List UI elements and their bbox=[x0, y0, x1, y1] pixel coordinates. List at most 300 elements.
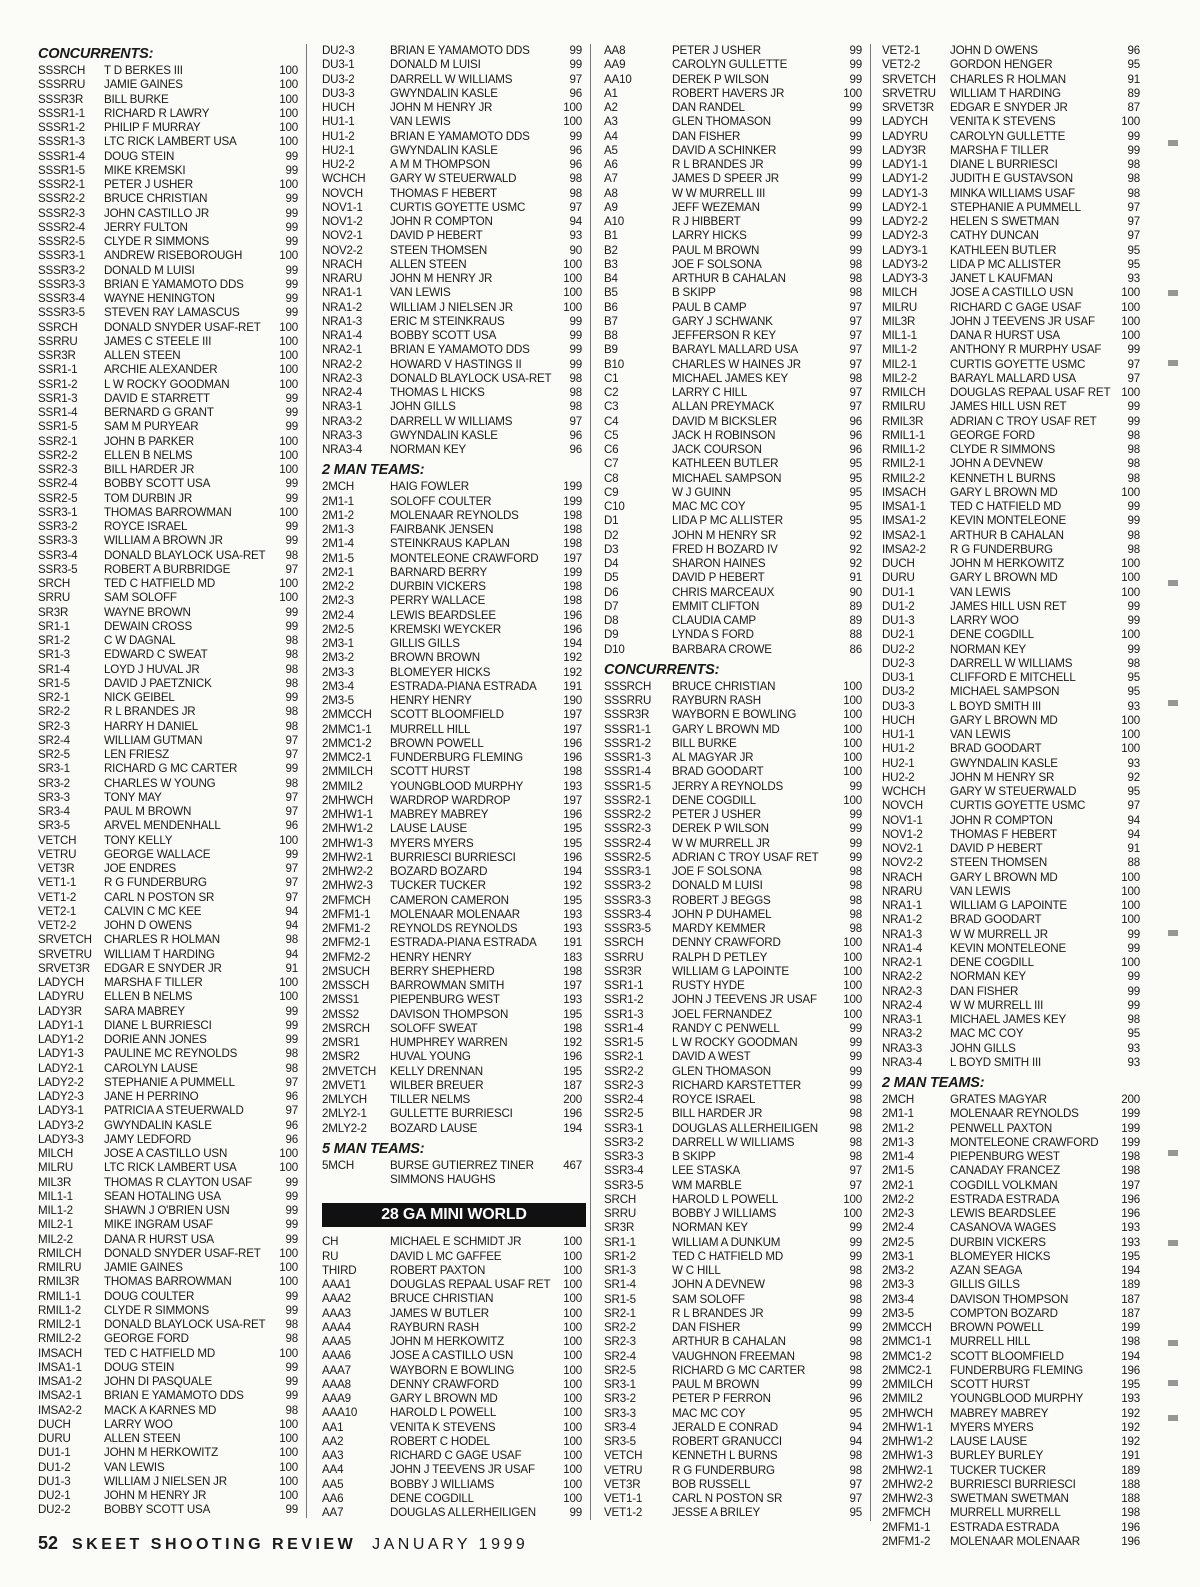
event-code: SR1-5 bbox=[38, 676, 70, 690]
score: 100 bbox=[279, 833, 298, 847]
shooter-name: WILBER BREUER bbox=[390, 1078, 484, 1092]
score: 99 bbox=[285, 292, 298, 305]
score: 100 bbox=[279, 377, 298, 391]
score: 98 bbox=[1127, 656, 1140, 670]
shooter-name: RICHARD C GAGE USAF bbox=[950, 300, 1082, 314]
result-row bbox=[38, 677, 306, 691]
score: 94 bbox=[849, 1420, 862, 1434]
result-row bbox=[604, 1050, 870, 1064]
result-row bbox=[882, 158, 1144, 172]
shooter-name: WILLIAM G LAPOINTE bbox=[950, 899, 1067, 912]
result-row bbox=[38, 150, 306, 164]
result-row bbox=[322, 258, 590, 272]
shooter-name: CAMERON CAMERON bbox=[390, 893, 509, 907]
result-row bbox=[882, 899, 1144, 913]
shooter-name: JOHN J TEEVENS JR USAF bbox=[390, 1463, 535, 1477]
result-row bbox=[322, 1364, 590, 1378]
shooter-name: MICHAEL E SCHMIDT JR bbox=[390, 1235, 522, 1249]
shooter-name: THOMAS BARROWMAN bbox=[104, 1275, 232, 1289]
event-code: SSR3R bbox=[604, 964, 642, 978]
score: 100 bbox=[563, 1406, 582, 1420]
result-row bbox=[604, 372, 870, 386]
score: 189 bbox=[1121, 1463, 1140, 1477]
shooter-name: ELLEN B NELMS bbox=[104, 990, 193, 1004]
result-row bbox=[604, 215, 870, 229]
result-row bbox=[604, 1321, 870, 1335]
result-row bbox=[604, 586, 870, 600]
result-row bbox=[38, 1176, 306, 1190]
event-code: AAA6 bbox=[322, 1349, 351, 1363]
shooter-name: GARY W STEUERWALD bbox=[390, 172, 517, 186]
score: 195 bbox=[563, 1007, 582, 1021]
shooter-name: CARL N POSTON SR bbox=[672, 1492, 783, 1505]
score: 100 bbox=[1121, 286, 1140, 300]
score: 97 bbox=[849, 386, 862, 399]
result-row bbox=[882, 514, 1144, 528]
shooter-name: PIEPENBURG WEST bbox=[390, 993, 500, 1007]
event-code: 2M1-4 bbox=[322, 537, 354, 551]
result-row bbox=[38, 221, 306, 235]
event-code: NRA1-3 bbox=[322, 314, 363, 328]
shooter-name: WAYNE BROWN bbox=[104, 605, 191, 619]
result-row bbox=[38, 435, 306, 449]
result-row bbox=[882, 1193, 1144, 1207]
result-row bbox=[604, 457, 870, 471]
result-row bbox=[322, 1378, 590, 1392]
score: 88 bbox=[849, 628, 862, 642]
event-code: SSR1-1 bbox=[604, 979, 644, 992]
result-row bbox=[604, 951, 870, 965]
shooter-name: SCOTT HURST bbox=[950, 1378, 1031, 1391]
result-row bbox=[882, 1321, 1144, 1335]
score: 100 bbox=[1121, 742, 1140, 756]
event-code: HUCH bbox=[322, 101, 355, 114]
shooter-name: BRAD GOODART bbox=[672, 765, 764, 779]
shooter-name: RICHARD R LAWRY bbox=[104, 106, 210, 120]
score: 93 bbox=[569, 229, 582, 243]
score: 98 bbox=[849, 893, 862, 907]
event-code: DU3-2 bbox=[882, 685, 915, 699]
result-row bbox=[38, 891, 306, 905]
score: 100 bbox=[1121, 899, 1140, 912]
score: 98 bbox=[849, 1107, 862, 1121]
event-code: SR3R bbox=[38, 605, 69, 619]
score: 99 bbox=[569, 357, 582, 371]
shooter-name: ROBERT A BURBRIDGE bbox=[104, 562, 231, 576]
event-code: 2MFMCH bbox=[322, 893, 371, 907]
event-code: VETRU bbox=[604, 1463, 643, 1477]
event-code: LADY2-3 bbox=[882, 229, 928, 243]
score: 99 bbox=[285, 1375, 298, 1388]
score: 100 bbox=[279, 505, 298, 519]
result-row bbox=[882, 429, 1144, 443]
result-row bbox=[604, 1350, 870, 1364]
event-code: NRA1-4 bbox=[322, 329, 363, 342]
shooter-name: R L BRANDES JR bbox=[104, 705, 196, 719]
result-row bbox=[882, 1150, 1144, 1164]
score: 196 bbox=[1121, 1520, 1140, 1534]
shooter-name: GEORGE FORD bbox=[104, 1332, 189, 1346]
event-code: SSSR3R bbox=[604, 708, 650, 722]
score: 99 bbox=[285, 1189, 298, 1203]
shooter-name: WAYNE HENINGTON bbox=[104, 292, 215, 305]
shooter-name: STEPHANIE A PUMMELL bbox=[104, 1075, 235, 1089]
shooter-name: W W MURRELL JR bbox=[950, 927, 1048, 941]
score: 198 bbox=[563, 964, 582, 978]
score: 196 bbox=[563, 751, 582, 764]
result-row bbox=[604, 87, 870, 101]
shooter-name: NORMAN KEY bbox=[950, 642, 1026, 656]
result-row bbox=[604, 1207, 870, 1221]
result-row bbox=[322, 537, 590, 551]
shooter-name: EDGAR E SNYDER JR bbox=[104, 961, 222, 975]
shooter-name: JOHN A DEVNEW bbox=[672, 1278, 765, 1292]
shooter-name: W W MURRELL III bbox=[672, 186, 766, 200]
shooter-name: ERIC M STEINKRAUS bbox=[390, 314, 505, 328]
shooter-name: BARBARA CROWE bbox=[672, 642, 772, 656]
result-row bbox=[604, 708, 870, 722]
result-row bbox=[604, 1079, 870, 1093]
event-code: NOVCH bbox=[882, 799, 923, 813]
shooter-name: ALLAN PREYMACK bbox=[672, 400, 775, 414]
result-row bbox=[882, 628, 1144, 642]
shooter-name: DAN FISHER bbox=[672, 1321, 741, 1334]
result-row bbox=[604, 244, 870, 258]
result-row bbox=[38, 78, 306, 92]
score: 100 bbox=[279, 1474, 298, 1488]
result-row bbox=[882, 215, 1144, 229]
shooter-name: GARY L BROWN MD bbox=[390, 1392, 498, 1405]
result-row bbox=[882, 1335, 1144, 1349]
score: 96 bbox=[285, 1132, 298, 1146]
score: 99 bbox=[849, 850, 862, 864]
score: 193 bbox=[563, 993, 582, 1007]
score: 100 bbox=[563, 115, 582, 129]
score: 100 bbox=[563, 1377, 582, 1391]
shooter-name: JAMY LEDFORD bbox=[104, 1132, 191, 1146]
score: 189 bbox=[1121, 1278, 1140, 1292]
shooter-name: BRUCE CHRISTIAN bbox=[390, 1292, 494, 1306]
score: 100 bbox=[843, 1007, 862, 1021]
shooter-name: LTC RICK LAMBERT USA bbox=[104, 135, 237, 149]
event-code: SSR1-5 bbox=[604, 1036, 644, 1049]
score: 100 bbox=[279, 135, 298, 149]
event-code: SSSR1-4 bbox=[38, 149, 85, 163]
shooter-name: DENNY CRAWFORD bbox=[672, 936, 781, 950]
result-row bbox=[604, 1164, 870, 1178]
score: 99 bbox=[1127, 500, 1140, 513]
result-row bbox=[322, 1022, 590, 1036]
shooter-name: JOE ENDRES bbox=[104, 862, 177, 875]
shooter-name: JACK COURSON bbox=[672, 443, 762, 456]
score: 99 bbox=[285, 1503, 298, 1517]
event-code: NRA2-2 bbox=[322, 357, 363, 371]
event-code: SSR3R bbox=[38, 349, 76, 362]
event-code: HU1-1 bbox=[322, 115, 355, 129]
score: 90 bbox=[569, 243, 582, 257]
result-row bbox=[604, 58, 870, 72]
result-row bbox=[604, 851, 870, 865]
score: 97 bbox=[569, 200, 582, 214]
event-code: VET1-1 bbox=[38, 876, 77, 890]
result-row bbox=[604, 1264, 870, 1278]
result-row bbox=[604, 965, 870, 979]
score: 95 bbox=[1127, 243, 1140, 257]
score: 99 bbox=[285, 847, 298, 861]
result-row bbox=[882, 272, 1144, 286]
shooter-name: ARTHUR B CAHALAN bbox=[672, 1335, 786, 1349]
score: 196 bbox=[1121, 1363, 1140, 1377]
shooter-name: GLEN THOMASON bbox=[672, 1064, 771, 1078]
score: 100 bbox=[843, 979, 862, 992]
shooter-name: DURBIN VICKERS bbox=[950, 1235, 1046, 1249]
shooter-name: RALPH D PETLEY bbox=[672, 950, 768, 964]
shooter-name: JAMES D SPEER JR bbox=[672, 172, 779, 186]
score: 198 bbox=[563, 594, 582, 608]
result-row bbox=[882, 400, 1144, 414]
score: 98 bbox=[1127, 542, 1140, 556]
score: 100 bbox=[1121, 571, 1140, 585]
event-code: LADY1-3 bbox=[38, 1047, 84, 1061]
shooter-name: R G FUNDERBURG bbox=[950, 542, 1053, 556]
shooter-name: VAN LEWIS bbox=[390, 286, 451, 300]
result-row bbox=[322, 1264, 590, 1278]
shooter-name: L W ROCKY GOODMAN bbox=[104, 377, 230, 391]
result-row bbox=[882, 1521, 1144, 1535]
result-row bbox=[38, 1503, 306, 1517]
result-row bbox=[882, 1407, 1144, 1421]
shooter-name: THOMAS R CLAYTON USAF bbox=[104, 1175, 253, 1189]
shooter-name: DAVID P HEBERT bbox=[390, 229, 483, 243]
event-code: LADY3-2 bbox=[882, 257, 928, 271]
result-row bbox=[38, 321, 306, 335]
shooter-name: GWYNDALIN KASLE bbox=[390, 86, 498, 100]
score: 197 bbox=[563, 551, 582, 565]
score: 99 bbox=[849, 1378, 862, 1391]
score: 100 bbox=[279, 320, 298, 334]
shooter-name: HAROLD L POWELL bbox=[672, 1192, 779, 1206]
shooter-name: TED C HATFIELD MD bbox=[104, 577, 216, 590]
result-row bbox=[38, 1432, 306, 1446]
shooter-name: HUVAL YOUNG bbox=[390, 1050, 471, 1064]
event-code: MIL2-2 bbox=[882, 371, 917, 385]
shooter-name: DAVID A WEST bbox=[672, 1050, 751, 1064]
score: 100 bbox=[279, 1346, 298, 1360]
result-row bbox=[882, 529, 1144, 543]
score: 99 bbox=[1127, 414, 1140, 428]
event-code: DU2-1 bbox=[38, 1489, 71, 1502]
score: 100 bbox=[843, 993, 862, 1007]
result-row bbox=[604, 614, 870, 628]
shooter-name: LTC RICK LAMBERT USA bbox=[104, 1161, 237, 1175]
event-code: 2MMC1-1 bbox=[882, 1335, 932, 1349]
result-row bbox=[882, 258, 1144, 272]
event-code: 2M1-3 bbox=[322, 523, 354, 536]
score: 100 bbox=[279, 106, 298, 120]
shooter-name: DENNY CRAWFORD bbox=[390, 1377, 499, 1391]
event-code: CH bbox=[322, 1235, 339, 1249]
score: 100 bbox=[279, 92, 298, 106]
event-code: SSSR2-5 bbox=[604, 850, 651, 864]
shooter-name: WM MARBLE bbox=[672, 1178, 742, 1192]
shooter-name: BOB RUSSELL bbox=[672, 1477, 751, 1491]
event-code: WCHCH bbox=[322, 172, 366, 186]
event-code: LADY3R bbox=[882, 143, 926, 157]
result-row bbox=[322, 580, 590, 594]
score: 194 bbox=[563, 637, 582, 650]
result-row bbox=[322, 286, 590, 300]
event-code: LADY3R bbox=[38, 1004, 82, 1018]
event-code: 2M2-1 bbox=[322, 565, 354, 579]
event-code: SRVETCH bbox=[38, 933, 92, 947]
shooter-name: WILLIAM A BROWN JR bbox=[104, 534, 223, 548]
score: 98 bbox=[1127, 172, 1140, 186]
result-row bbox=[604, 529, 870, 543]
shooter-name: HENRY HENRY bbox=[390, 694, 472, 707]
event-code: B5 bbox=[604, 286, 618, 300]
event-code: RMIL2-1 bbox=[38, 1318, 82, 1331]
shooter-name: LYNDA S FORD bbox=[672, 628, 754, 642]
score: 100 bbox=[563, 286, 582, 300]
event-code: IMSA2-1 bbox=[882, 528, 926, 542]
event-code: SR1-4 bbox=[38, 662, 70, 676]
result-row bbox=[882, 1392, 1144, 1406]
score: 100 bbox=[279, 363, 298, 377]
shooter-name: BOBBY SCOTT USA bbox=[104, 477, 211, 491]
shooter-name: BERRY SHEPHERD bbox=[390, 964, 495, 978]
shooter-name: NORMAN KEY bbox=[390, 443, 466, 456]
result-row bbox=[38, 1318, 306, 1332]
score: 197 bbox=[563, 979, 582, 992]
event-code: SR2-3 bbox=[38, 719, 70, 733]
shooter-name: JOHN A DEVNEW bbox=[950, 457, 1043, 471]
event-code: MIL2-1 bbox=[882, 357, 917, 371]
result-row bbox=[38, 449, 306, 463]
event-code: RMIL3R bbox=[882, 414, 924, 428]
result-row bbox=[604, 1008, 870, 1022]
shooter-name: L BOYD SMITH III bbox=[950, 699, 1042, 713]
result-row bbox=[322, 1065, 590, 1079]
results-column-3 bbox=[604, 44, 871, 1521]
result-row bbox=[38, 520, 306, 534]
score: 99 bbox=[1127, 343, 1140, 357]
event-code: AAA5 bbox=[322, 1335, 351, 1348]
score: 98 bbox=[849, 1135, 862, 1149]
result-row bbox=[604, 415, 870, 429]
event-code: 2MHW1-1 bbox=[322, 808, 373, 821]
result-row bbox=[882, 657, 1144, 671]
event-code: AA6 bbox=[322, 1491, 344, 1505]
event-code: VET2-1 bbox=[38, 904, 77, 918]
event-code: RMILRU bbox=[882, 400, 926, 414]
result-row bbox=[38, 1204, 306, 1218]
shooter-name: WILLIAM A DUNKUM bbox=[672, 1235, 781, 1249]
event-code: SSR2-3 bbox=[604, 1078, 644, 1092]
shooter-name: WILLIAM J NIELSEN JR bbox=[390, 300, 513, 314]
result-row bbox=[38, 933, 306, 947]
event-code: DU1-1 bbox=[882, 585, 915, 599]
event-code: SSR1-3 bbox=[38, 391, 78, 405]
event-code: RMILRU bbox=[38, 1261, 82, 1274]
shooter-name: BILL HARDER JR bbox=[104, 463, 195, 476]
shooter-name: DANA R HURST USA bbox=[104, 1232, 214, 1246]
shooter-name: JERALD E CONRAD bbox=[672, 1420, 778, 1434]
score: 100 bbox=[279, 577, 298, 590]
score: 193 bbox=[1121, 1235, 1140, 1249]
shooter-name: MOLENAAR MOLENAAR bbox=[950, 1534, 1080, 1548]
score: 99 bbox=[1127, 400, 1140, 414]
event-code: MIL3R bbox=[882, 314, 916, 328]
shooter-name: BILL BURKE bbox=[104, 92, 169, 106]
shooter-name: SEAN HOTALING USA bbox=[104, 1189, 221, 1203]
score: 97 bbox=[569, 72, 582, 86]
event-code: VETCH bbox=[38, 833, 77, 847]
result-row bbox=[38, 135, 306, 149]
shooter-name: JACK H ROBINSON bbox=[672, 428, 776, 442]
shooter-name: CAROLYN GULLETTE bbox=[672, 58, 788, 72]
result-row bbox=[604, 486, 870, 500]
score: 99 bbox=[285, 391, 298, 405]
result-row bbox=[882, 329, 1144, 343]
result-row bbox=[882, 828, 1144, 842]
score: 97 bbox=[285, 790, 298, 804]
score: 198 bbox=[1121, 1506, 1140, 1520]
event-code: 2M1-1 bbox=[882, 1107, 914, 1121]
event-code: SSSR3-2 bbox=[604, 879, 651, 893]
result-row bbox=[322, 1235, 590, 1249]
shooter-name: MABREY MABREY bbox=[950, 1406, 1049, 1420]
event-code: C2 bbox=[604, 386, 619, 399]
event-code: 2M3-1 bbox=[322, 637, 354, 650]
score: 100 bbox=[1121, 314, 1140, 328]
score: 95 bbox=[849, 500, 862, 513]
shooter-name: CURTIS GOYETTE USMC bbox=[390, 200, 526, 214]
score: 188 bbox=[1121, 1492, 1140, 1505]
event-code: MIL2-2 bbox=[38, 1232, 73, 1246]
result-row bbox=[322, 822, 590, 836]
score: 192 bbox=[563, 1036, 582, 1049]
shooter-name: BRIAN E YAMAMOTO DDS bbox=[104, 1389, 244, 1403]
event-code: 2MLYCH bbox=[322, 1093, 367, 1106]
result-row bbox=[604, 894, 870, 908]
shooter-name: MABREY MABREY bbox=[390, 808, 489, 821]
result-row bbox=[604, 472, 870, 486]
score: 97 bbox=[849, 400, 862, 414]
event-code: SR3-2 bbox=[604, 1392, 636, 1406]
shooter-name: VAN LEWIS bbox=[390, 115, 451, 129]
score: 98 bbox=[1127, 1013, 1140, 1026]
result-row bbox=[882, 1464, 1144, 1478]
event-code: 2MHWCH bbox=[882, 1406, 933, 1420]
event-code: IMSA1-1 bbox=[38, 1360, 82, 1374]
shooter-name: JOE F SOLSONA bbox=[672, 257, 762, 271]
score: 86 bbox=[849, 642, 862, 656]
score: 192 bbox=[1121, 1435, 1140, 1448]
shooter-name: MINKA WILLIAMS USAF bbox=[950, 186, 1076, 200]
shooter-name: DONALD M LUISI bbox=[672, 879, 763, 893]
event-code: AA4 bbox=[322, 1463, 344, 1477]
event-code: 2MHW2-1 bbox=[322, 850, 373, 864]
result-row bbox=[882, 1278, 1144, 1292]
result-row bbox=[882, 144, 1144, 158]
event-code: 2MMIL2 bbox=[882, 1392, 923, 1406]
event-code: VET1-2 bbox=[38, 890, 77, 904]
result-row bbox=[322, 609, 590, 623]
shooter-name: DAN RANDEL bbox=[672, 101, 745, 114]
result-row bbox=[604, 144, 870, 158]
event-code: HU1-2 bbox=[322, 129, 355, 143]
event-code: THIRD bbox=[322, 1263, 357, 1277]
